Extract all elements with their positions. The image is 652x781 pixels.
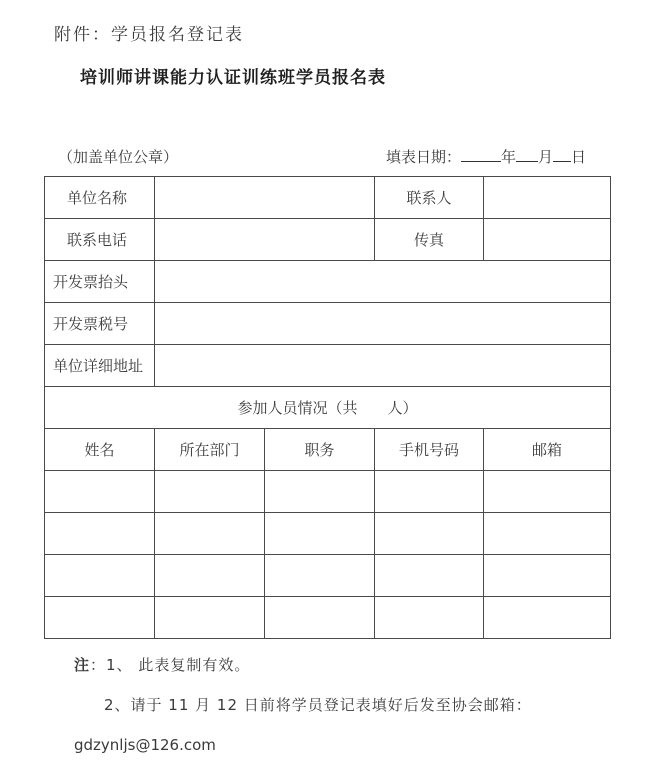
table-cell[interactable]	[155, 555, 265, 597]
table-row	[45, 303, 611, 345]
phone-label: 联系电话	[45, 219, 155, 261]
table-cell[interactable]	[484, 555, 611, 597]
table-cell[interactable]	[265, 597, 375, 639]
table-cell[interactable]	[265, 471, 375, 513]
col-position: 职务	[265, 429, 375, 471]
invoice-tax-label: 开发票税号	[45, 303, 155, 345]
table-row	[45, 471, 611, 513]
invoice-title-label: 开发票抬头	[45, 261, 155, 303]
col-department: 所在部门	[155, 429, 265, 471]
col-name: 姓名	[45, 429, 155, 471]
day-label: 日	[571, 148, 587, 166]
table-cell[interactable]	[265, 555, 375, 597]
table-cell[interactable]	[45, 513, 155, 555]
note-1	[74, 654, 250, 675]
table-cell[interactable]	[375, 513, 484, 555]
table-cell[interactable]	[484, 471, 611, 513]
month-label: 月	[538, 148, 554, 166]
note-2: 2、请于 11 月 12 日前将学员登记表填好后发至协会邮箱：	[104, 696, 532, 714]
attachment-label: 附件：学员报名登记表	[54, 25, 244, 45]
col-mobile: 手机号码	[375, 429, 484, 471]
table-cell[interactable]	[484, 513, 611, 555]
year-label: 年	[501, 148, 517, 166]
table-header-row	[45, 429, 611, 471]
address-field[interactable]	[155, 345, 611, 387]
table-row	[45, 345, 611, 387]
phone-field[interactable]	[155, 219, 375, 261]
fax-field[interactable]	[484, 219, 611, 261]
year-blank[interactable]	[461, 147, 501, 162]
table-row	[45, 219, 611, 261]
email-address: gdzynljs@126.com	[74, 736, 216, 754]
unit-name-label: 单位名称	[45, 177, 155, 219]
note-1-text: ：1、 此表复制有效。	[90, 656, 251, 674]
table-row	[45, 387, 611, 429]
stamp-note: （加盖单位公章）	[58, 148, 179, 166]
address-label: 单位详细地址	[45, 345, 155, 387]
registration-table	[44, 176, 611, 639]
day-blank[interactable]	[553, 147, 571, 162]
unit-name-field[interactable]	[155, 177, 375, 219]
invoice-title-field[interactable]	[155, 261, 611, 303]
table-cell[interactable]	[375, 471, 484, 513]
table-cell[interactable]	[45, 555, 155, 597]
invoice-tax-field[interactable]	[155, 303, 611, 345]
month-blank[interactable]	[516, 147, 538, 162]
participants-heading: 参加人员情况（共 人）	[45, 387, 611, 429]
table-cell[interactable]	[45, 471, 155, 513]
form-title: 培训师讲课能力认证训练班学员报名表	[80, 68, 386, 88]
date-label: 填表日期：	[386, 148, 462, 166]
table-row	[45, 513, 611, 555]
table-row	[45, 261, 611, 303]
note-label: 注	[74, 656, 91, 674]
col-email: 邮箱	[484, 429, 611, 471]
table-cell[interactable]	[45, 597, 155, 639]
table-cell[interactable]	[265, 513, 375, 555]
table-row	[45, 597, 611, 639]
table-row	[45, 177, 611, 219]
contact-label: 联系人	[375, 177, 484, 219]
table-row	[45, 555, 611, 597]
table-cell[interactable]	[375, 555, 484, 597]
date-line	[386, 146, 586, 167]
table-cell[interactable]	[484, 597, 611, 639]
table-cell[interactable]	[155, 513, 265, 555]
table-cell[interactable]	[375, 597, 484, 639]
table-cell[interactable]	[155, 597, 265, 639]
table-cell[interactable]	[155, 471, 265, 513]
fax-label: 传真	[375, 219, 484, 261]
contact-field[interactable]	[484, 177, 611, 219]
